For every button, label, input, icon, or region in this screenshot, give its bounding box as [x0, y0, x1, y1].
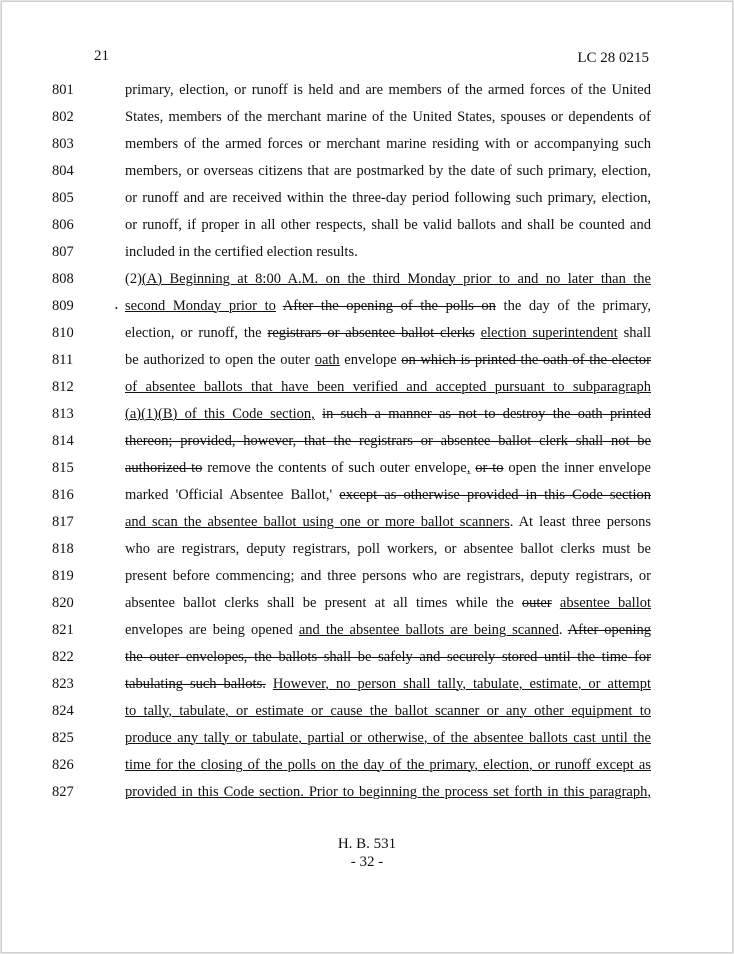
- text-line: [2, 104, 732, 131]
- line-text: [125, 163, 651, 180]
- line-text: [125, 136, 651, 153]
- line-text: [125, 487, 651, 504]
- text-line: [2, 482, 732, 509]
- inserted-text: of absentee ballots that have been verified and accepted pursuant to subparagraph: [125, 379, 651, 395]
- text-line: [2, 158, 732, 185]
- text-line: [2, 752, 732, 779]
- line-text: [125, 433, 651, 450]
- plain-text: or runoff, if proper in all other respects, shall be valid ballots and shall be counted and: [125, 217, 651, 233]
- line-number: 826: [52, 757, 74, 773]
- inserted-text: and the absentee ballots are being scanned: [298, 622, 559, 638]
- footer-page-number: - 32 -: [350, 854, 384, 870]
- line-text: [125, 406, 651, 423]
- line-number: 802: [52, 109, 74, 125]
- line-number: 804: [52, 163, 74, 179]
- inserted-text: oath: [314, 352, 340, 368]
- plain-text: election, or runoff, the: [125, 325, 268, 341]
- line-number: 824: [52, 703, 74, 719]
- text-line: [2, 644, 732, 671]
- plain-text: States, members of the merchant marine of the United States, spouses or dependents of: [125, 109, 651, 125]
- line-text: [125, 298, 651, 315]
- text-line: [2, 293, 732, 320]
- line-text: [125, 649, 651, 666]
- line-text: [125, 271, 651, 288]
- text-line: [2, 455, 732, 482]
- struck-text: on which is printed the oath of the elector: [401, 352, 652, 368]
- line-text: [125, 190, 651, 207]
- inserted-text: and scan the absentee ballot using one or more ballot scanners: [125, 514, 510, 530]
- line-number: 818: [52, 541, 74, 557]
- inserted-text: election superintendent: [480, 325, 618, 341]
- plain-text: (2): [125, 271, 142, 287]
- line-number: 801: [52, 82, 74, 98]
- line-number: 819: [52, 568, 74, 584]
- inserted-text: time for the closing of the polls on the day of the primary, election, or runoff except as: [125, 757, 651, 773]
- line-number: 809: [52, 298, 74, 314]
- inserted-text: However, no person shall tally, tabulate, estimate, or attempt: [272, 676, 651, 692]
- line-text: [125, 757, 651, 774]
- plain-text: primary, election, or runoff is held and are members of the armed forces of the United: [125, 82, 651, 98]
- line-number: 808: [52, 271, 74, 287]
- plain-text: [315, 406, 322, 422]
- line-number: 814: [52, 433, 74, 449]
- text-line: [2, 77, 732, 104]
- line-text: [125, 244, 651, 261]
- line-number: 805: [52, 190, 74, 206]
- line-text: [125, 703, 651, 720]
- text-line: [2, 779, 732, 806]
- line-text: [125, 514, 651, 531]
- text-line: [2, 320, 732, 347]
- inserted-text: (a)(1)(B) of this Code section,: [125, 406, 315, 422]
- plain-text: [552, 595, 560, 611]
- line-text: [125, 379, 651, 396]
- plain-text: remove the contents of such outer envelope: [202, 460, 467, 476]
- plain-text: envelope: [339, 352, 402, 368]
- line-text: [125, 595, 651, 612]
- inserted-text: absentee ballot: [559, 595, 652, 611]
- text-line: [2, 401, 732, 428]
- inserted-text: (A) Beginning at 8:00 A.M. on the third Monday prior to and no later than the: [141, 271, 651, 287]
- struck-text: tabulating such ballots.: [125, 676, 266, 692]
- struck-text: outer: [521, 595, 552, 611]
- plain-text: members, or overseas citizens that are postmarked by the date of such primary, election,: [125, 163, 651, 179]
- text-line: [2, 185, 732, 212]
- line-text: [125, 784, 651, 801]
- struck-text: After opening: [567, 622, 652, 638]
- inserted-text: second Monday prior to: [125, 298, 276, 314]
- text-line: [2, 617, 732, 644]
- line-number: 811: [52, 352, 74, 368]
- line-number: 827: [52, 784, 74, 800]
- text-line: [2, 428, 732, 455]
- line-text: [125, 622, 651, 639]
- line-text: [125, 82, 651, 99]
- line-number: 825: [52, 730, 74, 746]
- struck-text: After the opening of the polls on: [282, 298, 496, 314]
- plain-text: marked 'Official Absentee Ballot,': [125, 487, 340, 503]
- plain-text: or runoff and are received within the three-day period following such primary, election,: [125, 190, 651, 206]
- plain-text: shall: [617, 325, 651, 341]
- plain-text: be authorized to open the outer: [125, 352, 315, 368]
- line-number: 821: [52, 622, 74, 638]
- struck-text: or to: [475, 460, 504, 476]
- document-page: [1, 1, 733, 953]
- text-line: [2, 347, 732, 374]
- footer-bill-number: H. B. 531: [337, 836, 397, 852]
- line-text: [125, 352, 651, 369]
- inserted-text: produce any tally or tabulate, partial or otherwise, of the absentee ballots cast until the: [125, 730, 651, 746]
- text-line: [2, 698, 732, 725]
- header-doc-id: LC 28 0215: [577, 50, 649, 66]
- plain-text: absentee ballot clerks shall be present at all times while the: [125, 595, 522, 611]
- plain-text: [266, 676, 273, 692]
- inserted-text: provided in this Code section. Prior to beginning the process set forth in this paragraph,: [125, 784, 651, 800]
- line-text: [125, 217, 651, 234]
- text-line: [2, 590, 732, 617]
- inserted-text: ,: [466, 460, 471, 476]
- text-line: [2, 725, 732, 752]
- line-text: [125, 109, 651, 126]
- line-number: 806: [52, 217, 74, 233]
- line-number: 807: [52, 244, 74, 260]
- line-text: [125, 541, 651, 558]
- text-line: [2, 374, 732, 401]
- line-text: [125, 730, 651, 747]
- plain-text: open the inner envelope: [503, 460, 651, 476]
- line-text: [125, 676, 651, 693]
- inserted-text: to tally, tabulate, or estimate or cause the ballot scanner or any other equipment to: [125, 703, 651, 719]
- line-number: 816: [52, 487, 74, 503]
- plain-text: envelopes are being opened: [125, 622, 299, 638]
- line-text: [125, 460, 651, 477]
- plain-text: who are registrars, deputy registrars, poll workers, or absentee ballot clerks must be: [125, 541, 651, 557]
- struck-text: thereon; provided, however, that the registrars or absentee ballot clerk shall not be: [125, 433, 651, 449]
- line-text: [125, 325, 651, 342]
- plain-text: the day of the primary,: [495, 298, 652, 314]
- text-line: [2, 671, 732, 698]
- plain-text: . At least three persons: [509, 514, 651, 530]
- text-line: [2, 239, 732, 266]
- line-number: 820: [52, 595, 74, 611]
- text-line: [2, 212, 732, 239]
- line-number: 803: [52, 136, 74, 152]
- struck-text: except as otherwise provided in this Code section: [339, 487, 651, 503]
- plain-text: [276, 298, 283, 314]
- line-number: 810: [52, 325, 74, 341]
- line-number: 817: [52, 514, 74, 530]
- struck-text: the outer envelopes, the ballots shall be safely and securely stored until the time for: [125, 649, 651, 665]
- text-line: [2, 509, 732, 536]
- line-number: 812: [52, 379, 74, 395]
- line-number: 815: [52, 460, 74, 476]
- plain-text: included in the certified election results.: [125, 244, 358, 260]
- text-line: [2, 536, 732, 563]
- line-number: 823: [52, 676, 74, 692]
- plain-text: present before commencing; and three persons who are registrars, deputy registrars, or: [125, 568, 651, 584]
- plain-text: members of the armed forces or merchant marine residing with or accompanying such: [125, 136, 651, 152]
- plain-text: .: [558, 622, 568, 638]
- text-line: [2, 266, 732, 293]
- struck-text: authorized to: [125, 460, 203, 476]
- text-line: [2, 563, 732, 590]
- margin-dot-icon: •: [115, 304, 118, 313]
- line-number: 813: [52, 406, 74, 422]
- struck-text: in such a manner as not to destroy the oath printed: [322, 406, 652, 422]
- text-line: [2, 131, 732, 158]
- struck-text: registrars or absentee ballot clerks: [267, 325, 475, 341]
- line-text: [125, 568, 651, 585]
- header-page-number: 21: [94, 48, 109, 64]
- line-number: 822: [52, 649, 74, 665]
